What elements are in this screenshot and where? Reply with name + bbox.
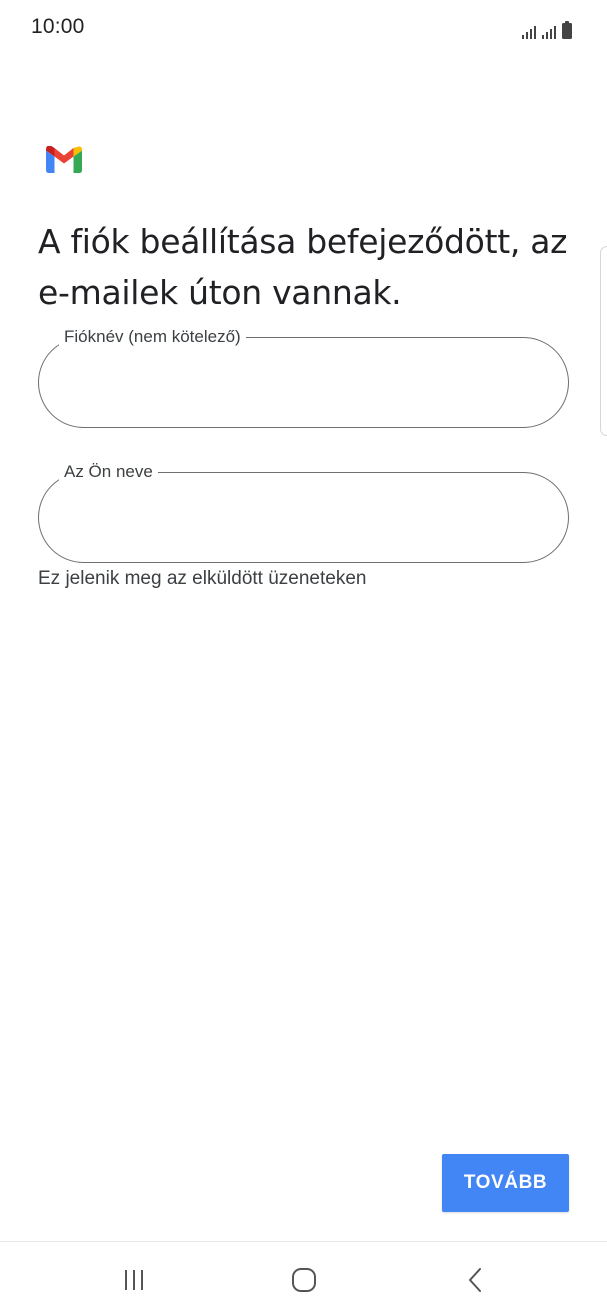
- next-button[interactable]: TOVÁBB: [442, 1154, 569, 1212]
- recents-button[interactable]: [114, 1262, 154, 1298]
- back-button[interactable]: [456, 1262, 496, 1298]
- gmail-logo: [46, 146, 82, 173]
- your-name-input[interactable]: [65, 493, 542, 542]
- signal-icon: [522, 23, 536, 39]
- status-icons: [522, 19, 572, 39]
- account-name-label: Fióknév (nem kötelező): [59, 326, 246, 348]
- recents-icon: [121, 1267, 147, 1293]
- home-button[interactable]: [284, 1262, 324, 1298]
- your-name-field[interactable]: [38, 462, 569, 563]
- status-bar: [0, 0, 607, 58]
- battery-icon: [562, 23, 572, 39]
- your-name-label: Az Ön neve: [59, 461, 158, 483]
- signal-icon: [542, 23, 556, 39]
- edge-panel-handle[interactable]: [600, 246, 607, 436]
- navigation-bar: [0, 1241, 607, 1316]
- page-title: A fiók beállítása befejeződött, az e-mailek úton vannak.: [38, 222, 568, 312]
- account-name-field[interactable]: [38, 327, 569, 428]
- back-icon: [463, 1266, 489, 1294]
- your-name-helper-text: Ez jelenik meg az elküldött üzeneteken: [38, 568, 367, 589]
- status-time: 10:00: [31, 15, 85, 38]
- account-name-input[interactable]: [65, 358, 542, 407]
- home-icon: [290, 1266, 318, 1294]
